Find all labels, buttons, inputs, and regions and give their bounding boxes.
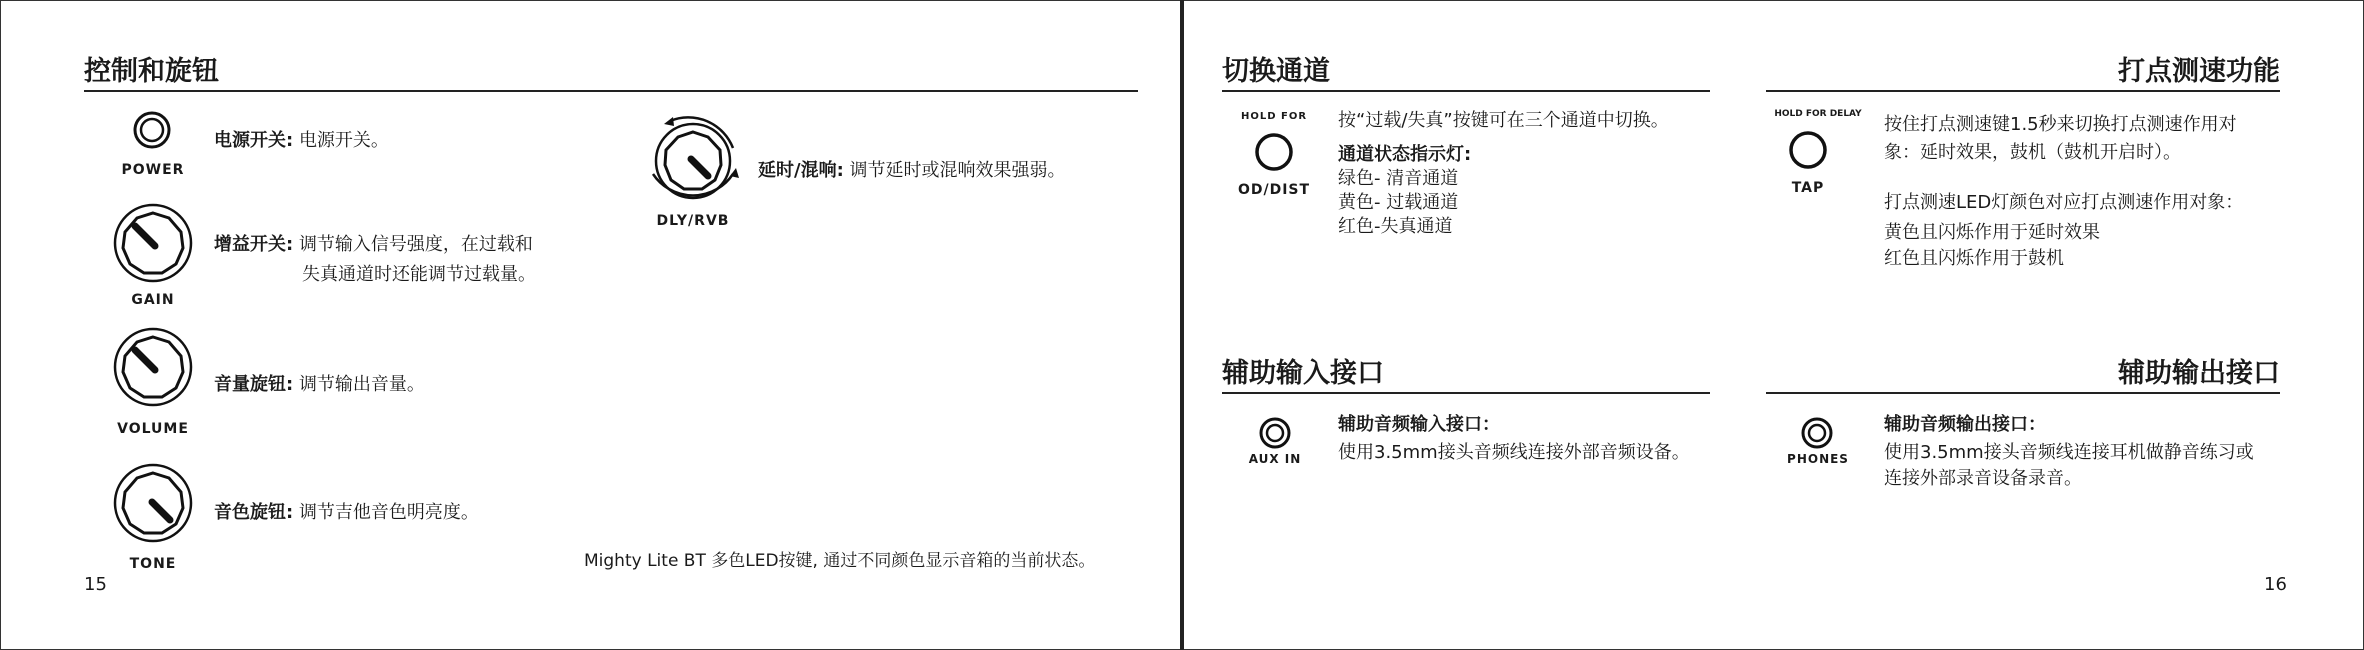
tone-knob-icon [112,462,194,544]
phones-jack-icon [1800,416,1834,450]
tap-line1: 按住打点测速键1.5秒来切换打点测速作用对 [1884,114,2237,135]
gain-label: GAIN [131,292,175,308]
left-heading: 控制和旋钮 [84,56,219,87]
volume-term: 音量旋钮: [214,374,294,395]
gain-desc [214,232,533,258]
power-knob-icon [132,110,172,150]
aux-out-desc-2: 连接外部录音设备录音。 [1884,468,2082,489]
tone-label: TONE [129,556,177,572]
aux-in-label: AUX IN [1248,452,1302,466]
tap-label: TAP [1791,180,1825,196]
switch-channel-heading: 切换通道 [1222,56,1330,87]
aux-out-rule [1766,392,2280,394]
power-text: 电源开关。 [298,130,389,151]
tone-text: 调节吉他音色明亮度。 [298,502,479,523]
aux-out-heading: 辅助输出接口 [2118,358,2280,389]
tap-tempo-heading: 打点测速功能 [2118,56,2280,87]
gain-term: 增益开关: [214,234,294,255]
power-label: POWER [121,162,185,178]
power-desc [214,128,389,154]
switch-line1: 按“过载/失真”按键可在三个通道中切换。 [1338,110,1669,131]
aux-in-heading: 辅助输入接口 [1222,358,1384,389]
aux-in-rule [1222,392,1710,394]
dly-rvb-label: DLY/RVB [656,213,730,229]
volume-desc [214,372,425,398]
volume-label: VOLUME [117,421,189,437]
power-term: 电源开关: [214,130,294,151]
aux-out-title: 辅助音频输出接口： [1884,414,2046,435]
gain-text-2: 失真通道时还能调节过载量。 [302,264,536,285]
indicator-red: 红色-失真通道 [1338,216,1453,237]
aux-in-desc: 使用3.5mm接头音频线连接外部音频设备。 [1338,442,1690,463]
gain-text-1: 调节输入信号强度，在过载和 [298,234,533,255]
tap-line5: 红色且闪烁作用于鼓机 [1884,248,2064,269]
switch-channel-rule [1222,90,1710,92]
gain-knob-icon [112,202,194,284]
indicator-green: 绿色- 清音通道 [1338,168,1459,189]
left-heading-rule [84,90,1138,92]
indicator-title: 通道状态指示灯: [1338,144,1472,165]
aux-in-title: 辅助音频输入接口： [1338,414,1500,435]
tap-tempo-rule [1766,90,2280,92]
tone-desc [214,500,479,526]
dly-rvb-knob-icon [640,108,746,214]
volume-text: 调节输出音量。 [298,374,425,395]
indicator-yellow: 黄色- 过载通道 [1338,192,1459,213]
dly-rvb-term: 延时/混响: [758,160,844,181]
phones-label: PHONES [1787,452,1849,466]
aux-out-desc-1: 使用3.5mm接头音频线连接耳机做静音练习或 [1884,442,2254,463]
dly-rvb-text: 调节延时或混响效果强弱。 [849,160,1066,181]
tap-button-icon [1788,130,1828,170]
tap-hold-label: HOLD FOR DELAY [1774,109,1862,119]
tap-line2: 象：延时效果，鼓机（鼓机开启时）。 [1884,142,2181,163]
right-page-number: 16 [2264,574,2287,595]
volume-knob-icon [112,326,194,408]
tone-term: 音色旋钮: [214,502,294,523]
tap-line3: 打点测速LED灯颜色对应打点测速作用对象： [1884,192,2244,213]
left-footnote: Mighty Lite BT 多色LED按键, 通过不同颜色显示音箱的当前状态。 [584,551,1096,571]
tap-line4: 黄色且闪烁作用于延时效果 [1884,222,2100,243]
od-dist-button-icon [1254,132,1294,172]
dly-rvb-desc [758,158,1066,184]
od-dist-label: OD/DIST [1237,182,1311,198]
left-page-number: 15 [84,574,107,595]
page-spine [1180,0,1184,650]
aux-in-jack-icon [1258,416,1292,450]
od-dist-hold-label: HOLD FOR [1240,111,1308,122]
